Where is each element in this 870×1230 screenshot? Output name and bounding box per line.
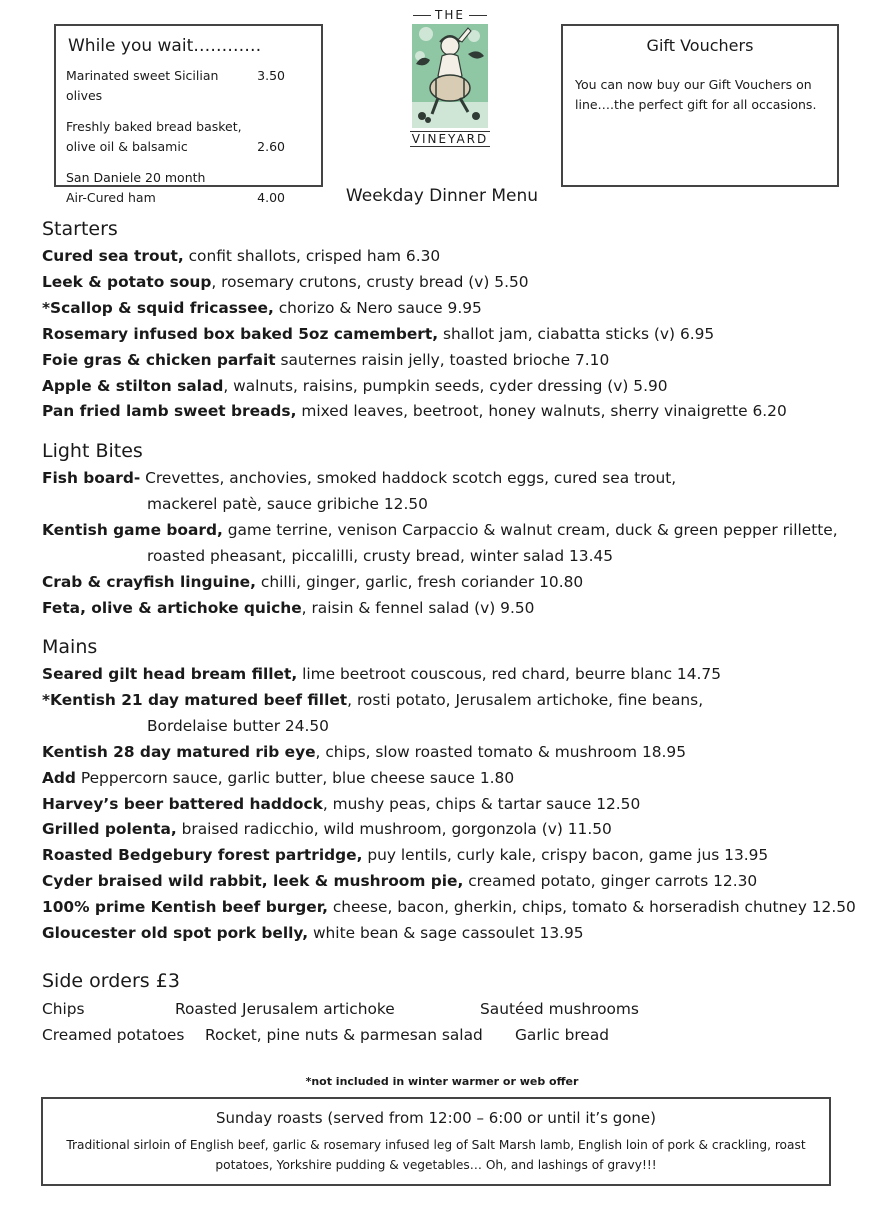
dish-desc: sauternes raisin jelly, toasted brioche 7.10 (275, 350, 610, 369)
dish-name: Harvey’s beer battered haddock (42, 794, 323, 813)
wait-item-line1: San Daniele 20 month (66, 170, 206, 185)
side-item: Chips (42, 1000, 85, 1018)
menu-item (42, 688, 850, 740)
wait-item-name: Air-Cured ham (66, 190, 156, 205)
dish-name: Gloucester old spot pork belly, (42, 924, 309, 943)
menu-item (42, 740, 850, 766)
dish-name: Leek & potato soup (42, 272, 212, 291)
side-item: Sautéed mushrooms (480, 1000, 639, 1018)
side-item: Garlic bread (515, 1026, 610, 1044)
vineyard-logo (405, 8, 495, 153)
wait-item-line (66, 117, 311, 137)
dish-name: *Kentish 21 day matured beef fillet (42, 690, 348, 709)
dish-desc-continued: Bordelaise butter 24.50 (147, 716, 329, 735)
dish-name: Apple & stilton salad (42, 376, 224, 395)
menu-title: Weekday Dinner Menu (345, 186, 539, 206)
dish-name: Rosemary infused box baked 5oz camembert, (42, 324, 439, 343)
dish-desc-continued: roasted pheasant, piccalilli, crusty bread, winter salad 13.45 (147, 546, 614, 565)
dish-desc: lime beetroot couscous, red chard, beurre blanc 14.75 (297, 665, 721, 683)
wait-item-price: 4.00 (257, 190, 285, 205)
dish-name: Cyder braised wild rabbit, leek & mushroom pie, (42, 872, 464, 891)
menu-item (42, 374, 850, 400)
menu-item (42, 348, 850, 374)
gift-vouchers-text: You can now buy our Gift Vouchers on line….the perfect gift for all occasions. (575, 77, 817, 112)
dish-desc: shallot jam, ciabatta sticks (v) 6.95 (438, 324, 715, 343)
dish-desc: , mushy peas, chips & tartar sauce 12.50 (322, 794, 641, 813)
wait-item-price: 3.50 (257, 68, 285, 83)
dish-name: 100% prime Kentish beef burger, (42, 898, 328, 917)
section-heading: Side orders £3 (42, 970, 180, 992)
dish-name: Roasted Bedgebury forest partridge, (42, 846, 363, 865)
gift-vouchers-title: Gift Vouchers (646, 36, 754, 55)
wait-item-line1: Freshly baked bread basket, (66, 119, 242, 134)
menu-item (42, 596, 850, 622)
menu-item (42, 895, 856, 921)
mains-section (42, 632, 856, 947)
dish-name: Fish board- (42, 469, 141, 487)
dish-desc: braised radicchio, wild mushroom, gorgonzola (v) 11.50 (176, 820, 612, 839)
dish-name: Kentish game board, (42, 520, 223, 539)
menu-item (42, 570, 850, 596)
sunday-roasts-text (63, 1135, 809, 1175)
menu-item (42, 322, 850, 348)
dish-name: Feta, olive & artichoke quiche (42, 598, 302, 617)
sunday-roasts-title: Sunday roasts (served from 12:00 – 6:00 or until it’s gone) (215, 1109, 657, 1127)
dish-desc: Crevettes, anchovies, smoked haddock scotch eggs, cured sea trout, (140, 469, 677, 487)
menu-item (42, 792, 850, 818)
light-bites-section (42, 436, 850, 621)
dish-desc: , rosti potato, Jerusalem artichoke, fine beans, (347, 690, 704, 709)
wait-item (66, 66, 311, 106)
dish-desc: puy lentils, curly kale, crispy bacon, game jus 13.95 (362, 846, 769, 865)
menu-item (42, 466, 850, 518)
dish-desc: Peppercorn sauce, garlic butter, blue cheese sauce 1.80 (75, 768, 515, 787)
dish-desc: confit shallots, crisped ham 6.30 (183, 247, 441, 265)
menu-item (42, 921, 850, 947)
cherub-barrel-icon (412, 24, 488, 128)
wait-item-name: olive oil & balsamic (66, 139, 188, 154)
dish-name: Crab & crayfish linguine, (42, 572, 256, 591)
menu-item (42, 399, 850, 425)
dish-name: Cured sea trout, (42, 247, 184, 265)
section-heading: Starters (42, 218, 118, 240)
dish-desc: cheese, bacon, gherkin, chips, tomato & horseradish chutney 12.50 (327, 898, 856, 917)
menu-item (42, 843, 850, 869)
dish-name: Pan fried lamb sweet breads, (42, 402, 297, 421)
starters-section (42, 214, 850, 425)
wait-item-name: Marinated sweet Sicilian olives (66, 68, 219, 103)
dish-name: *Scallop & squid fricassee, (42, 298, 274, 317)
sunday-roasts-line: Traditional sirloin of English beef, garlic & rosemary infused leg of Salt Marsh lamb, English loin of pork & crackling, roast (66, 1138, 806, 1152)
dish-name: Grilled polenta, (42, 820, 177, 839)
dish-name: Foie gras & chicken parfait (42, 350, 276, 369)
dish-name: Seared gilt head bream fillet, (42, 665, 298, 683)
gift-vouchers-box (561, 24, 839, 187)
sunday-roasts-line: potatoes, Yorkshire pudding & vegetables… Oh, and lashings of gravy!!! (215, 1158, 657, 1172)
section-heading: Mains (42, 636, 98, 658)
section-heading: Light Bites (42, 440, 143, 462)
menu-item (42, 817, 850, 843)
menu-item (42, 766, 850, 792)
dish-desc: , raisin & fennel salad (v) 9.50 (301, 598, 535, 617)
dish-desc: chorizo & Nero sauce 9.95 (273, 298, 482, 317)
dish-desc: , walnuts, raisins, pumpkin seeds, cyder dressing (v) 5.90 (223, 376, 668, 395)
menu-item (42, 270, 850, 296)
side-orders-row (42, 1022, 850, 1048)
dish-desc: game terrine, venison Carpaccio & walnut cream, duck & green pepper rillette, (222, 520, 838, 539)
side-item: Creamed potatoes (42, 1026, 185, 1044)
wait-item-price: 2.60 (257, 139, 285, 154)
dish-desc: creamed potato, ginger carrots 12.30 (463, 872, 758, 891)
logo-text-top: THE (435, 8, 465, 22)
dish-desc-continued: mackerel patè, sauce gribiche 12.50 (147, 494, 428, 513)
dish-name: Add (42, 768, 76, 787)
side-item: Rocket, pine nuts & parmesan salad (205, 1026, 483, 1044)
menu-item (42, 518, 850, 570)
sunday-roasts-box (41, 1097, 831, 1186)
menu-item (42, 296, 850, 322)
logo-text-bottom: VINEYARD (411, 132, 489, 146)
wait-item-line (66, 168, 311, 188)
wait-item (66, 137, 311, 157)
dish-name: Kentish 28 day matured rib eye (42, 742, 316, 761)
side-item: Roasted Jerusalem artichoke (175, 1000, 395, 1018)
dish-desc: white bean & sage cassoulet 13.95 (308, 924, 584, 943)
dish-desc: , chips, slow roasted tomato & mushroom 18.95 (315, 742, 687, 761)
menu-item (42, 662, 850, 688)
side-orders-section (42, 966, 850, 1048)
dish-desc: mixed leaves, beetroot, honey walnuts, sherry vinaigrette 6.20 (296, 402, 787, 421)
while-you-wait-box (54, 24, 323, 205)
menu-item (42, 244, 850, 270)
dish-desc: chilli, ginger, garlic, fresh coriander 10.80 (255, 572, 584, 591)
footnote: *not included in winter warmer or web offer (305, 1075, 579, 1088)
menu-item (42, 869, 850, 895)
side-orders-row (42, 996, 850, 1022)
while-you-wait-title: While you wait………… (68, 36, 262, 56)
dish-desc: , rosemary crutons, crusty bread (v) 5.50 (211, 272, 529, 291)
